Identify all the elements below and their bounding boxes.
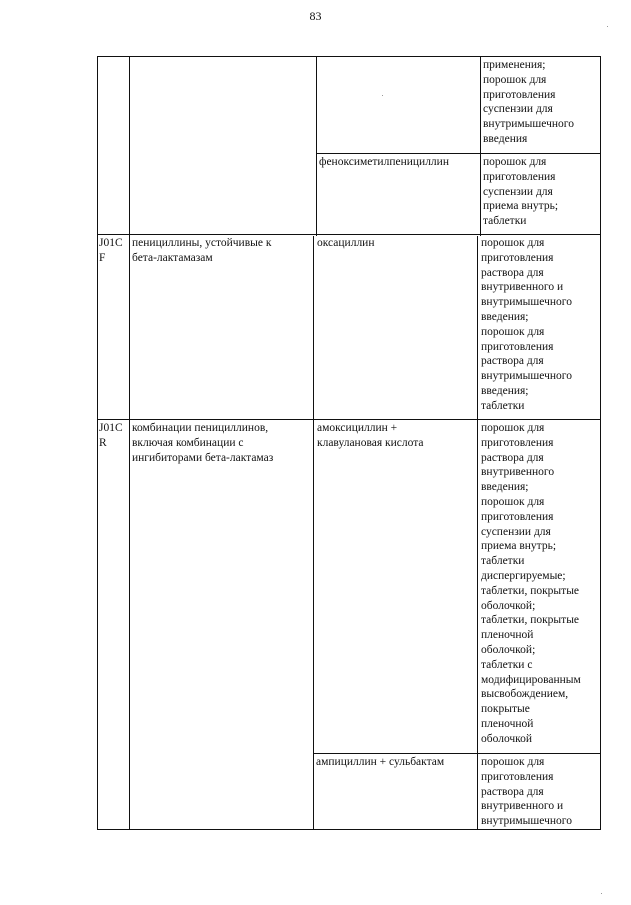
column-divider-group xyxy=(316,56,317,236)
column-divider-drug xyxy=(477,236,478,829)
table-cell-forms: применения; порошок для приготовления суспензии для внутримышечного введения xyxy=(483,59,574,145)
column-divider-code xyxy=(129,56,130,829)
page-number: 83 xyxy=(309,9,322,23)
row-divider xyxy=(313,753,601,754)
table-cell-drug: феноксиметилпенициллин xyxy=(319,156,449,168)
scan-speck xyxy=(601,893,602,894)
table-border-bottom xyxy=(97,829,601,830)
scan-speck xyxy=(382,95,383,96)
column-divider-drug xyxy=(480,56,481,236)
table-border-top xyxy=(97,56,601,57)
table-cell-forms: порошок для приготовления суспензии для приема внутрь; таблетки xyxy=(483,156,559,228)
column-divider-group xyxy=(313,236,314,829)
table-cell-code: J01C R xyxy=(99,422,123,449)
table-cell-drug: ампициллин + сульбактам xyxy=(316,756,445,768)
table-cell-drug: амоксициллин + клавулановая кислота xyxy=(317,422,424,449)
table-border-left xyxy=(97,56,98,829)
table-border-right xyxy=(600,56,601,829)
scan-speck xyxy=(607,26,608,27)
table-cell-code: J01C F xyxy=(99,237,123,264)
row-divider xyxy=(316,153,601,154)
table-cell-forms: порошок для приготовления раствора для внутривенного и внутримышечного введения; порошок для приготовления раствора для внутримышечного введения; таблетки xyxy=(481,237,572,412)
table-cell-forms: порошок для приготовления раствора для внутривенного введения; порошок для приготовления суспензии для приема внутрь; таблетки диспергируемые; таблетки, покрытые оболочкой; таблетки, покрытые пленочной оболочкой; таблетки с модифицированным высвобождением, покрытые пленочной оболочкой xyxy=(481,422,581,745)
table-cell-group: комбинации пенициллинов, включая комбинации с ингибиторами бета-лактамаз xyxy=(132,422,274,464)
row-divider xyxy=(97,419,601,420)
table-cell-drug: оксациллин xyxy=(317,237,375,249)
table-cell-forms: порошок для приготовления раствора для внутривенного и внутримышечного xyxy=(481,756,572,828)
table-cell-group: пенициллины, устойчивые к бета-лактамазам xyxy=(132,237,272,264)
row-divider xyxy=(97,234,601,235)
